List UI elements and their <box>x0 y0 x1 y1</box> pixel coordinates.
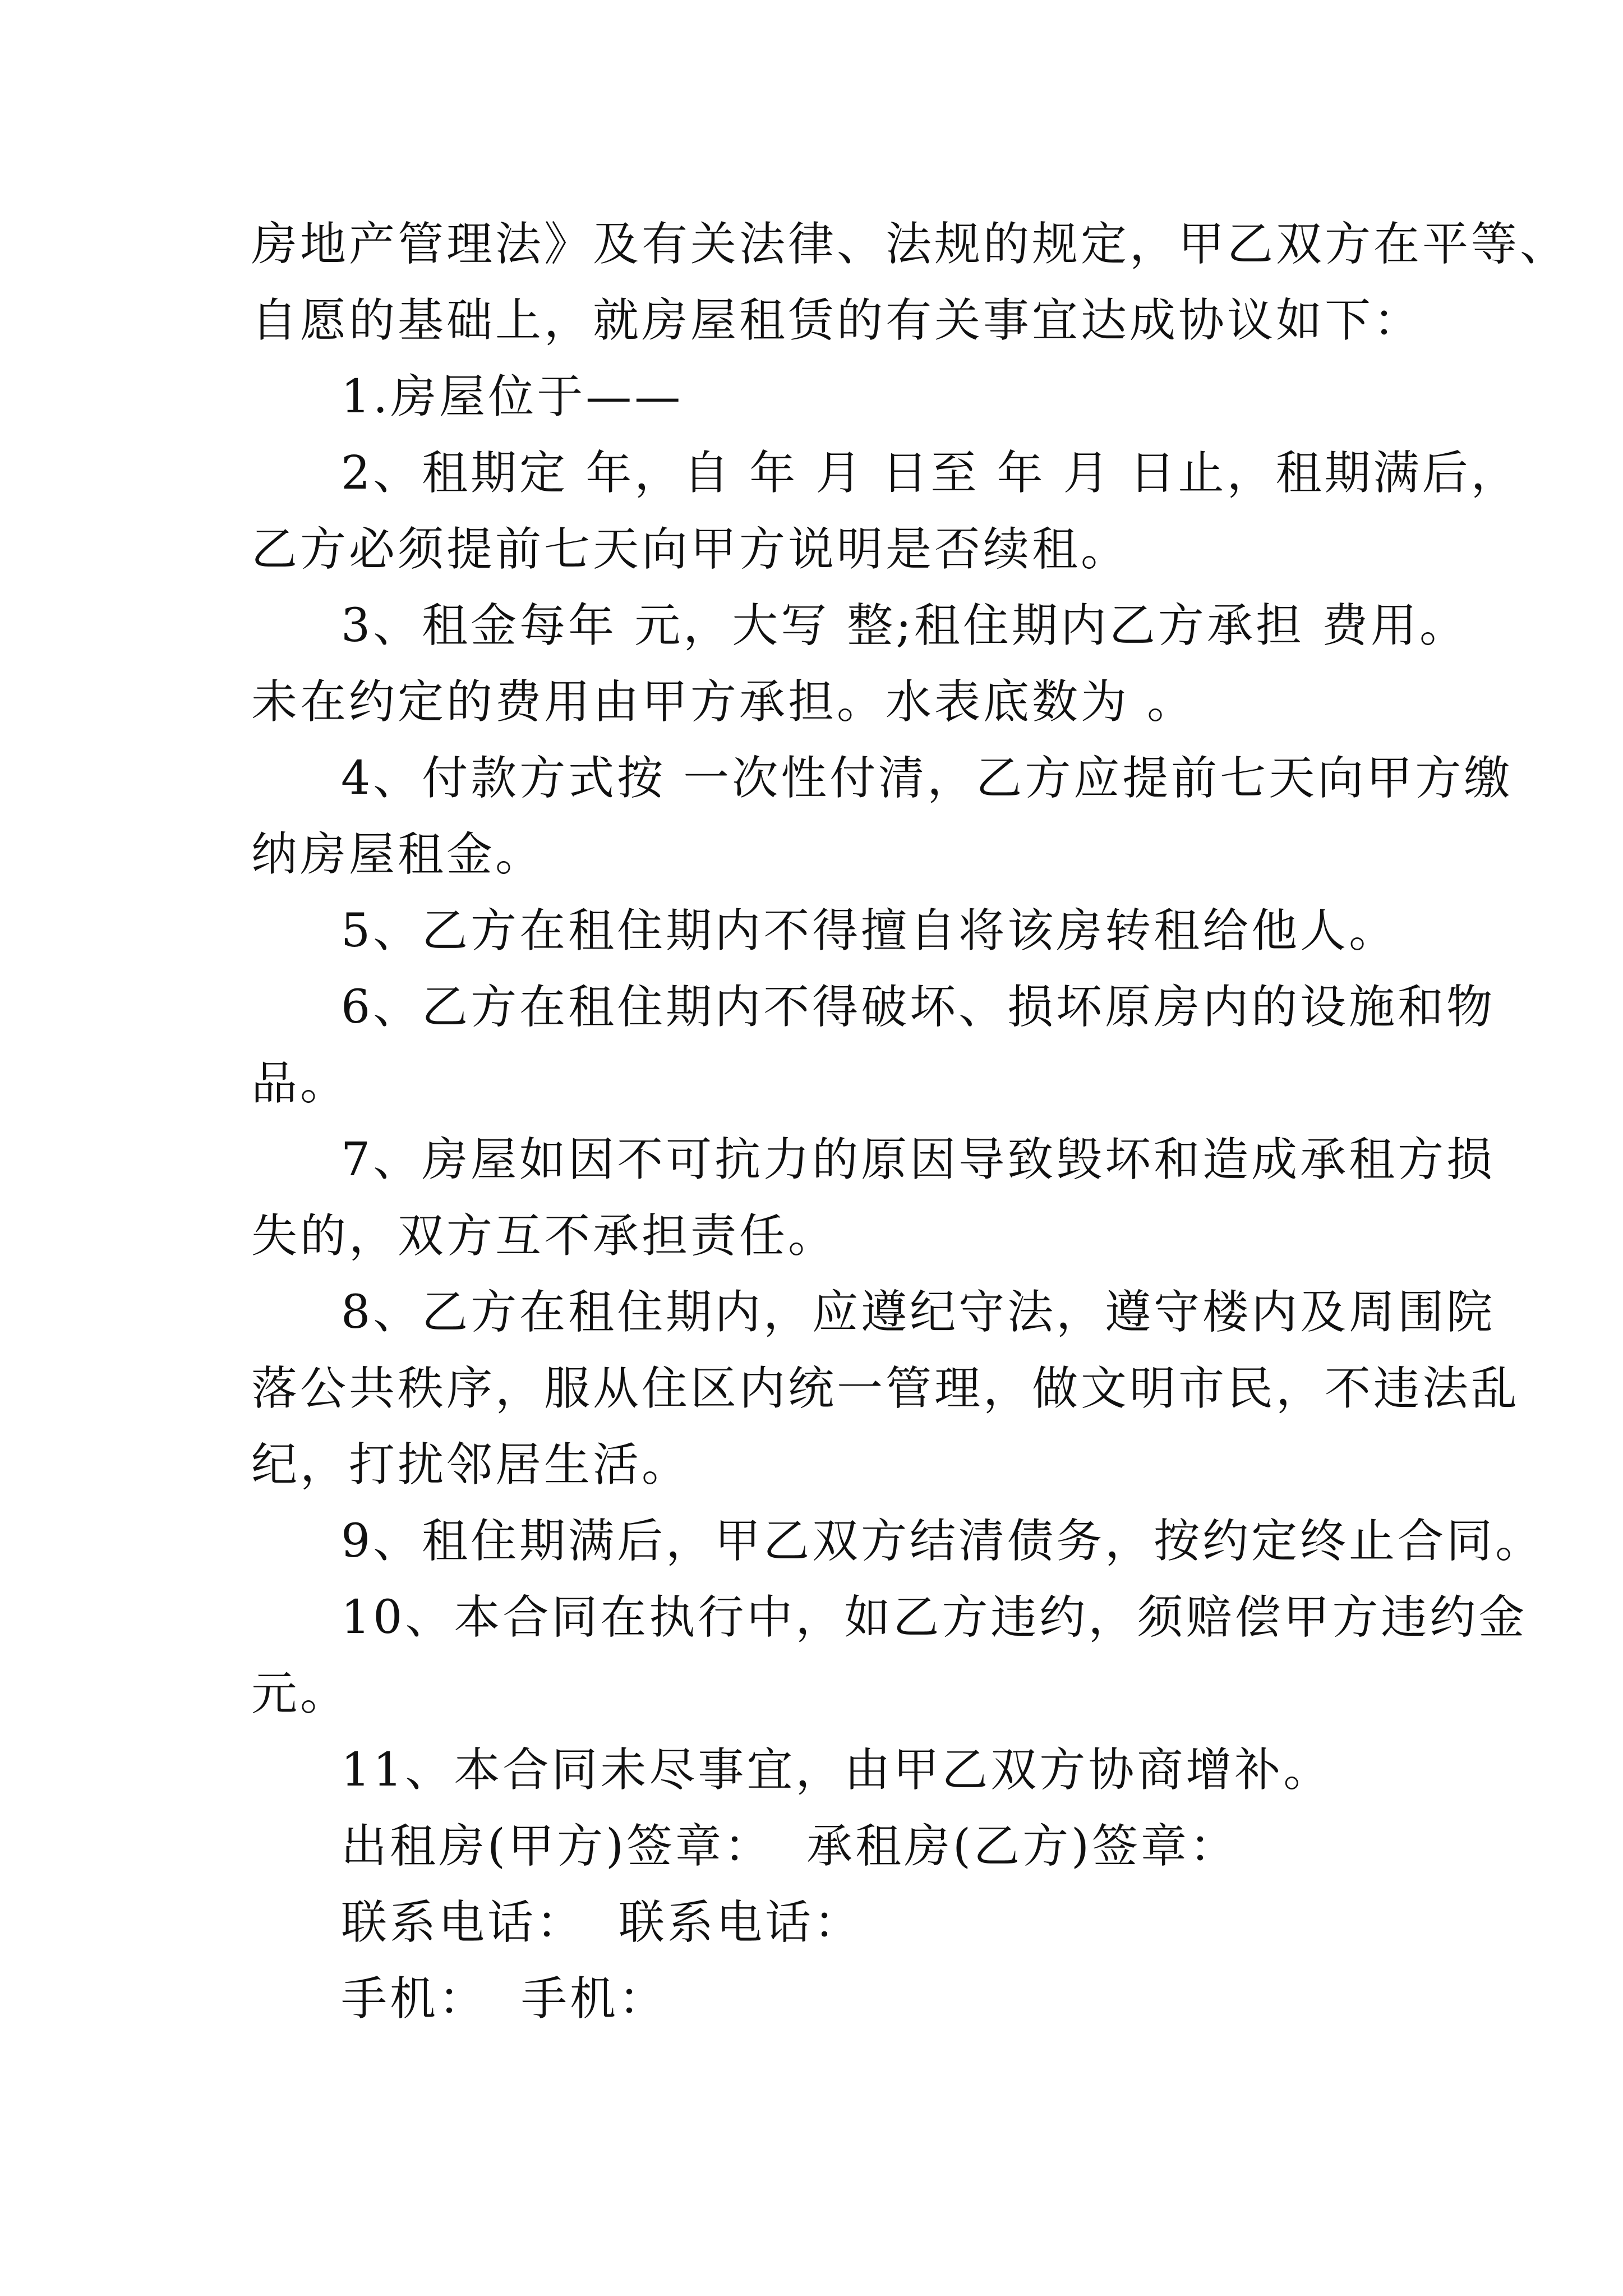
clause-9: 9、租住期满后，甲乙双方结清债务，按约定终止合同。 <box>341 1515 1544 1568</box>
clause-4: 4、付款方式按 一次性付清，乙方应提前七天向甲方缴 <box>341 752 1513 805</box>
clause-8: 8、乙方在租住期内，应遵纪守法，遵守楼内及周围院 <box>341 1286 1496 1339</box>
clause-2-cont: 乙方必须提前七天向甲方说明是否续租。 <box>251 523 1130 576</box>
clause-10: 10、本合同在执行中，如乙方违约，须赔偿甲方违约金 <box>341 1591 1528 1644</box>
clause-11: 11、本合同未尽事宜，由甲乙双方协商增补。 <box>341 1743 1332 1797</box>
lessee-sign-label: 承租房(乙方)签章： <box>806 1820 1238 1873</box>
phone-row <box>251 1885 1395 1961</box>
clause-6-cont: 品。 <box>251 1057 349 1110</box>
clause-4-cont: 纳房屋租金。 <box>251 828 545 881</box>
contract-body <box>251 206 1569 2037</box>
clause-7-cont: 失的，双方互不承担责任。 <box>251 1209 837 1263</box>
clause-5: 5、乙方在租住期内不得擅自将该房转租给他人。 <box>341 904 1398 958</box>
signature-row <box>251 1809 1395 1885</box>
lessor-sign-label: 出租房(甲方)签章： <box>341 1820 773 1873</box>
clause-10-cont: 元。 <box>251 1667 349 1720</box>
clause-6: 6、乙方在租住期内不得破坏、损坏原房内的设施和物 <box>341 981 1496 1034</box>
lessor-mobile-label: 手机： <box>341 1972 488 2026</box>
intro-line: 房地产管理法》及有关法律、法规的规定，甲乙双方在平等、 <box>251 218 1569 271</box>
clause-2: 2、租期定 年，自 年 月 日至 年 月 日止，租期满后， <box>341 447 1520 500</box>
clause-1: 1.房屋位于—— <box>341 370 684 424</box>
clause-8-cont: 纪，打扰邻居生活。 <box>251 1438 691 1492</box>
clause-3: 3、租金每年 元，大写 整;租住期内乙方承担 费用。 <box>341 599 1468 652</box>
lessor-phone-label: 联系电话： <box>341 1896 585 1949</box>
clause-3-cont: 未在约定的费用由甲方承担。水表底数为 。 <box>251 675 1196 729</box>
lessee-phone-label: 联系电话： <box>619 1896 863 1949</box>
intro-line: 自愿的基础上，就房屋租赁的有关事宜达成协议如下： <box>251 294 1423 347</box>
mobile-row <box>251 1961 1395 2037</box>
lessee-mobile-label: 手机： <box>521 1972 668 2026</box>
clause-7: 7、房屋如因不可抗力的原因导致毁坏和造成承租方损 <box>341 1133 1496 1186</box>
clause-8-cont: 落公共秩序，服从住区内统一管理，做文明市民，不违法乱 <box>251 1362 1520 1415</box>
